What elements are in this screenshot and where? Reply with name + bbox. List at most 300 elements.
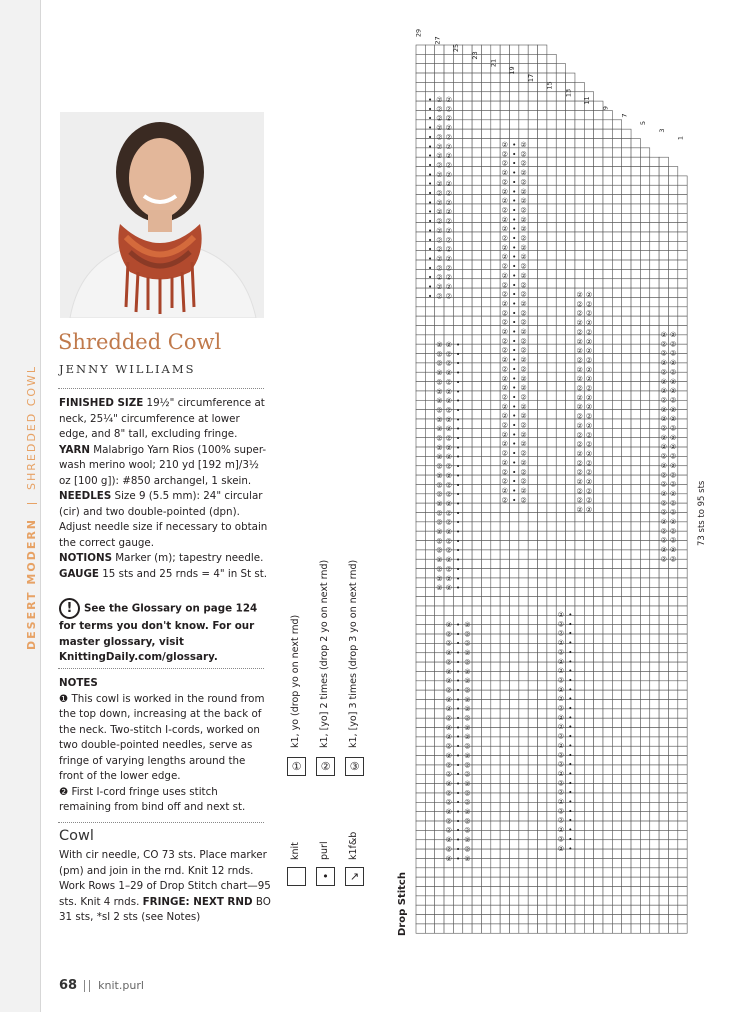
chart-symbol: ② bbox=[445, 462, 452, 471]
chart-cell bbox=[584, 139, 593, 148]
chart-cell bbox=[603, 288, 612, 297]
chart-cell bbox=[528, 251, 537, 260]
chart-cell bbox=[612, 634, 621, 643]
chart-cell bbox=[622, 587, 631, 596]
chart-symbol: • bbox=[512, 440, 517, 449]
chart-symbol: ② bbox=[660, 340, 667, 349]
chart-cell bbox=[472, 662, 481, 671]
chart-cell bbox=[622, 129, 631, 138]
chart-symbol: ② bbox=[436, 584, 443, 593]
chart-cell bbox=[547, 466, 556, 475]
chart-cell bbox=[500, 830, 509, 839]
chart-cell bbox=[547, 877, 556, 886]
chart-cell bbox=[416, 213, 425, 222]
chart-cell bbox=[668, 840, 677, 849]
chart-symbol: ② bbox=[660, 452, 667, 461]
chart-cell bbox=[612, 139, 621, 148]
chart-cell bbox=[528, 905, 537, 914]
chart-cell bbox=[481, 503, 490, 512]
chart-cell bbox=[556, 288, 565, 297]
chart-symbol: ② bbox=[660, 555, 667, 564]
chart-symbol: ② bbox=[445, 509, 452, 518]
chart-cell bbox=[491, 326, 500, 335]
chart-symbol: ② bbox=[445, 789, 452, 798]
chart-cell bbox=[640, 606, 649, 615]
chart-symbol: • bbox=[427, 170, 433, 179]
chart-cell bbox=[481, 587, 490, 596]
chart-cell bbox=[594, 167, 603, 176]
chart-cell bbox=[528, 887, 537, 896]
chart-cell bbox=[612, 251, 621, 260]
chart-cell bbox=[481, 475, 490, 484]
chart-cell bbox=[584, 718, 593, 727]
chart-cell bbox=[631, 812, 640, 821]
chart-symbol: ② bbox=[464, 667, 471, 676]
chart-cell bbox=[631, 213, 640, 222]
chart-cell bbox=[640, 765, 649, 774]
chart-symbol: ② bbox=[660, 471, 667, 480]
chart-cell bbox=[528, 316, 537, 325]
chart-symbol: ② bbox=[436, 198, 443, 207]
chart-cell bbox=[528, 541, 537, 550]
chart-symbol: ② bbox=[464, 742, 471, 751]
chart-cell bbox=[650, 887, 659, 896]
chart-cell bbox=[538, 354, 547, 363]
chart-cell bbox=[547, 101, 556, 110]
chart-cell bbox=[622, 400, 631, 409]
chart-cell bbox=[668, 662, 677, 671]
chart-cell bbox=[612, 728, 621, 737]
chart-cell bbox=[519, 513, 528, 522]
chart-cell bbox=[547, 157, 556, 166]
chart-symbol: ② bbox=[669, 405, 677, 414]
chart-symbol: ② bbox=[520, 178, 527, 187]
chart-symbol: ② bbox=[660, 461, 667, 470]
chart-cell bbox=[528, 447, 537, 456]
chart-cell bbox=[640, 690, 649, 699]
chart-cell bbox=[659, 316, 668, 325]
chart-symbol: • bbox=[456, 770, 461, 779]
chart-cell bbox=[631, 887, 640, 896]
chart-cell bbox=[463, 139, 472, 148]
chart-cell bbox=[472, 606, 481, 615]
chart-cell bbox=[491, 419, 500, 428]
chart-cell bbox=[416, 101, 425, 110]
chart-cell bbox=[453, 924, 462, 933]
chart-cell bbox=[612, 662, 621, 671]
chart-cell bbox=[603, 363, 612, 372]
chart-cell bbox=[472, 326, 481, 335]
chart-cell bbox=[640, 363, 649, 372]
chart-cell bbox=[538, 410, 547, 419]
chart-cell bbox=[481, 915, 490, 924]
chart-cell bbox=[631, 522, 640, 531]
chart-cell bbox=[472, 456, 481, 465]
chart-cell bbox=[678, 615, 687, 624]
chart-cell bbox=[575, 204, 584, 213]
chart-cell bbox=[538, 110, 547, 119]
chart-cell bbox=[547, 522, 556, 531]
chart-cell bbox=[556, 167, 565, 176]
chart-cell bbox=[453, 232, 462, 241]
chart-symbol: ② bbox=[660, 499, 667, 508]
chart-cell bbox=[584, 662, 593, 671]
chart-cell bbox=[575, 774, 584, 783]
chart-cell bbox=[594, 765, 603, 774]
chart-cell bbox=[463, 204, 472, 213]
chart-cell bbox=[603, 251, 612, 260]
chart-cell bbox=[425, 905, 434, 914]
chart-cell bbox=[500, 746, 509, 755]
chart-cell bbox=[603, 924, 612, 933]
chart-cell bbox=[659, 176, 668, 185]
chart-symbol: ② bbox=[669, 518, 677, 526]
chart-symbol: ② bbox=[585, 506, 593, 515]
chart-cell bbox=[481, 410, 490, 419]
chart-cell bbox=[612, 419, 621, 428]
chart-symbol: • bbox=[456, 350, 461, 359]
chart-cell bbox=[472, 288, 481, 297]
chart-cell bbox=[603, 849, 612, 858]
chart-cell bbox=[425, 718, 434, 727]
chart-cell bbox=[594, 756, 603, 765]
chart-cell bbox=[659, 241, 668, 250]
chart-cell bbox=[500, 54, 509, 63]
chart-symbol: ② bbox=[464, 808, 471, 816]
chart-cell bbox=[453, 297, 462, 306]
chart-cell bbox=[556, 578, 565, 587]
chart-cell bbox=[603, 643, 612, 652]
chart-cell bbox=[640, 821, 649, 830]
chart-cell bbox=[416, 700, 425, 709]
chart-cell bbox=[547, 251, 556, 260]
chart-cell bbox=[650, 391, 659, 400]
chart-cell bbox=[631, 756, 640, 765]
chart-cell bbox=[594, 615, 603, 624]
chart-cell bbox=[575, 279, 584, 288]
chart-cell bbox=[631, 400, 640, 409]
chart-symbol: ② bbox=[669, 349, 677, 358]
designer-name: JENNY WILLIAMS bbox=[59, 362, 196, 376]
chart-cell bbox=[566, 157, 575, 166]
chart-cell bbox=[612, 784, 621, 793]
chart-symbol: ② bbox=[585, 328, 593, 337]
chart-cell bbox=[538, 382, 547, 391]
chart-cell bbox=[500, 718, 509, 727]
chart-cell bbox=[463, 279, 472, 288]
chart-cell bbox=[491, 354, 500, 363]
chart-symbol: • bbox=[456, 584, 461, 593]
chart-cell bbox=[622, 671, 631, 680]
chart-cell bbox=[472, 643, 481, 652]
chart-symbol: ② bbox=[436, 499, 443, 508]
chart-cell bbox=[463, 167, 472, 176]
chart-symbol: ② bbox=[436, 509, 443, 518]
chart-cell bbox=[481, 830, 490, 839]
chart-symbol: • bbox=[456, 499, 461, 508]
chart-cell bbox=[538, 185, 547, 194]
chart-cell bbox=[622, 456, 631, 465]
chart-cell bbox=[538, 400, 547, 409]
chart-cell bbox=[463, 896, 472, 905]
chart-cell bbox=[453, 260, 462, 269]
chart-cell bbox=[444, 905, 453, 914]
chart-symbol: ② bbox=[445, 397, 452, 406]
chart-cell bbox=[631, 690, 640, 699]
chart-symbol: • bbox=[568, 779, 573, 788]
chart-cell bbox=[547, 438, 556, 447]
chart-cell bbox=[612, 167, 621, 176]
chart-cell bbox=[622, 821, 631, 830]
chart-cell bbox=[640, 812, 649, 821]
chart-cell bbox=[612, 513, 621, 522]
chart-cell bbox=[510, 503, 519, 512]
chart-cell bbox=[603, 784, 612, 793]
chart-symbol: ② bbox=[436, 341, 443, 349]
chart-cell bbox=[425, 541, 434, 550]
chart-cell bbox=[668, 690, 677, 699]
chart-cell bbox=[463, 241, 472, 250]
chart-cell bbox=[528, 120, 537, 129]
chart-cell bbox=[416, 522, 425, 531]
chart-cell bbox=[547, 475, 556, 484]
chart-cell bbox=[584, 784, 593, 793]
chart-cell bbox=[594, 232, 603, 241]
chart-cell bbox=[650, 531, 659, 540]
chart-cell bbox=[631, 915, 640, 924]
chart-cell bbox=[510, 120, 519, 129]
chart-cell bbox=[594, 728, 603, 737]
chart-cell bbox=[519, 915, 528, 924]
chart-cell bbox=[538, 438, 547, 447]
chart-symbol: ② bbox=[660, 527, 667, 536]
chart-symbol: ② bbox=[585, 319, 593, 328]
chart-cell bbox=[575, 634, 584, 643]
chart-cell bbox=[575, 709, 584, 718]
chart-cell bbox=[500, 45, 509, 54]
chart-cell bbox=[556, 223, 565, 232]
chart-cell bbox=[528, 185, 537, 194]
chart-cell bbox=[584, 625, 593, 634]
chart-cell bbox=[631, 802, 640, 811]
chart-cell bbox=[650, 513, 659, 522]
chart-cell bbox=[594, 681, 603, 690]
chart-cell bbox=[481, 326, 490, 335]
chart-cell bbox=[566, 251, 575, 260]
chart-cell bbox=[547, 709, 556, 718]
chart-cell bbox=[528, 746, 537, 755]
chart-cell bbox=[500, 531, 509, 540]
chart-cell bbox=[575, 718, 584, 727]
chart-cell bbox=[416, 774, 425, 783]
pattern-specs bbox=[59, 396, 271, 582]
chart-cell bbox=[584, 896, 593, 905]
chart-cell bbox=[678, 531, 687, 540]
chart-cell bbox=[491, 915, 500, 924]
chart-cell bbox=[640, 597, 649, 606]
chart-cell bbox=[547, 550, 556, 559]
chart-cell bbox=[640, 653, 649, 662]
chart-cell bbox=[659, 812, 668, 821]
chart-cell bbox=[640, 410, 649, 419]
chart-cell bbox=[547, 756, 556, 765]
chart-cell bbox=[575, 728, 584, 737]
chart-cell bbox=[491, 400, 500, 409]
chart-cell bbox=[547, 765, 556, 774]
chart-symbol: • bbox=[456, 695, 461, 704]
chart-cell bbox=[584, 550, 593, 559]
chart-cell bbox=[622, 559, 631, 568]
chart-symbol: ② bbox=[576, 431, 583, 440]
chart-row-label: 13 bbox=[564, 88, 573, 98]
chart-cell bbox=[491, 634, 500, 643]
chart-symbol: • bbox=[512, 225, 517, 234]
chart-symbol: ② bbox=[501, 318, 508, 327]
chart-cell bbox=[650, 924, 659, 933]
chart-cell bbox=[463, 456, 472, 465]
chart-cell bbox=[584, 597, 593, 606]
chart-cell bbox=[472, 737, 481, 746]
chart-cell bbox=[575, 643, 584, 652]
chart-cell bbox=[575, 531, 584, 540]
chart-cell bbox=[678, 260, 687, 269]
chart-cell bbox=[463, 195, 472, 204]
chart-cell bbox=[481, 877, 490, 886]
chart-cell bbox=[472, 868, 481, 877]
chart-symbol: ② bbox=[557, 648, 565, 657]
chart-cell bbox=[631, 494, 640, 503]
chart-cell bbox=[659, 840, 668, 849]
chart-symbol: ② bbox=[557, 620, 565, 629]
chart-cell bbox=[584, 830, 593, 839]
chart-cell bbox=[584, 148, 593, 157]
chart-symbol: ② bbox=[501, 356, 508, 365]
chart-cell bbox=[491, 887, 500, 896]
chart-cell bbox=[594, 578, 603, 587]
chart-cell bbox=[528, 410, 537, 419]
chart-cell bbox=[612, 559, 621, 568]
chart-cell bbox=[640, 513, 649, 522]
chart-symbol: ② bbox=[436, 96, 443, 104]
chart-cell bbox=[547, 167, 556, 176]
chart-cell bbox=[500, 728, 509, 737]
side-tab-divider bbox=[27, 503, 37, 504]
chart-cell bbox=[603, 148, 612, 157]
chart-cell bbox=[416, 793, 425, 802]
chart-cell bbox=[435, 830, 444, 839]
chart-cell bbox=[640, 858, 649, 867]
chart-cell bbox=[547, 73, 556, 82]
spec-notions: NOTIONS Marker (m); tapestry needle. bbox=[59, 552, 264, 564]
chart-cell bbox=[547, 269, 556, 278]
chart-cell bbox=[603, 905, 612, 914]
chart-cell bbox=[603, 737, 612, 746]
chart-cell bbox=[668, 821, 677, 830]
chart-cell bbox=[538, 728, 547, 737]
chart-cell bbox=[538, 335, 547, 344]
chart-cell bbox=[416, 54, 425, 63]
chart-cell bbox=[631, 905, 640, 914]
chart-cell bbox=[481, 176, 490, 185]
chart-cell bbox=[472, 269, 481, 278]
chart-cell bbox=[538, 419, 547, 428]
chart-cell bbox=[556, 522, 565, 531]
chart-symbol: ② bbox=[576, 449, 583, 458]
chart-cell bbox=[668, 924, 677, 933]
chart-cell bbox=[463, 92, 472, 101]
chart-symbol: • bbox=[512, 187, 517, 196]
chart-cell bbox=[435, 690, 444, 699]
chart-cell bbox=[453, 157, 462, 166]
chart-cell bbox=[650, 279, 659, 288]
chart-cell bbox=[640, 877, 649, 886]
chart-cell bbox=[584, 232, 593, 241]
chart-symbol: ② bbox=[464, 714, 471, 723]
chart-cell bbox=[528, 802, 537, 811]
chart-cell bbox=[668, 279, 677, 288]
chart-cell bbox=[528, 700, 537, 709]
chart-cell bbox=[556, 466, 565, 475]
chart-cell bbox=[416, 316, 425, 325]
chart-cell bbox=[668, 877, 677, 886]
chart-symbol: ② bbox=[436, 434, 443, 443]
chart-cell bbox=[519, 606, 528, 615]
chart-symbol: ② bbox=[520, 150, 527, 159]
chart-cell bbox=[510, 896, 519, 905]
chart-cell bbox=[472, 410, 481, 419]
chart-cell bbox=[631, 484, 640, 493]
chart-cell bbox=[575, 120, 584, 129]
chart-cell bbox=[622, 765, 631, 774]
chart-cell bbox=[538, 148, 547, 157]
chart-cell bbox=[547, 363, 556, 372]
chart-cell bbox=[566, 475, 575, 484]
chart-cell bbox=[425, 700, 434, 709]
chart-symbol: ② bbox=[445, 236, 452, 245]
chart-cell bbox=[594, 690, 603, 699]
chart-symbol: ② bbox=[445, 490, 452, 499]
chart-cell bbox=[603, 550, 612, 559]
chart-symbol: • bbox=[427, 226, 433, 235]
chart-cell bbox=[435, 887, 444, 896]
chart-cell bbox=[500, 887, 509, 896]
chart-cell bbox=[678, 643, 687, 652]
chart-cell bbox=[519, 110, 528, 119]
chart-cell bbox=[603, 821, 612, 830]
chart-cell bbox=[575, 597, 584, 606]
chart-symbol: • bbox=[456, 481, 461, 490]
chart-cell bbox=[659, 195, 668, 204]
chart-cell bbox=[640, 326, 649, 335]
chart-symbol: ② bbox=[445, 751, 452, 760]
chart-cell bbox=[612, 363, 621, 372]
chart-cell bbox=[640, 195, 649, 204]
chart-cell bbox=[472, 82, 481, 91]
chart-symbol: ② bbox=[464, 845, 471, 854]
chart-cell bbox=[612, 400, 621, 409]
chart-cell bbox=[416, 297, 425, 306]
chart-symbol: ② bbox=[520, 281, 527, 290]
chart-symbol: ② bbox=[669, 555, 677, 564]
chart-symbol: ② bbox=[445, 378, 452, 387]
chart-cell bbox=[594, 709, 603, 718]
chart-cell bbox=[631, 615, 640, 624]
chart-symbol: ② bbox=[576, 459, 583, 468]
chart-cell bbox=[594, 634, 603, 643]
chart-cell bbox=[425, 466, 434, 475]
divider bbox=[58, 822, 264, 823]
chart-cell bbox=[566, 484, 575, 493]
